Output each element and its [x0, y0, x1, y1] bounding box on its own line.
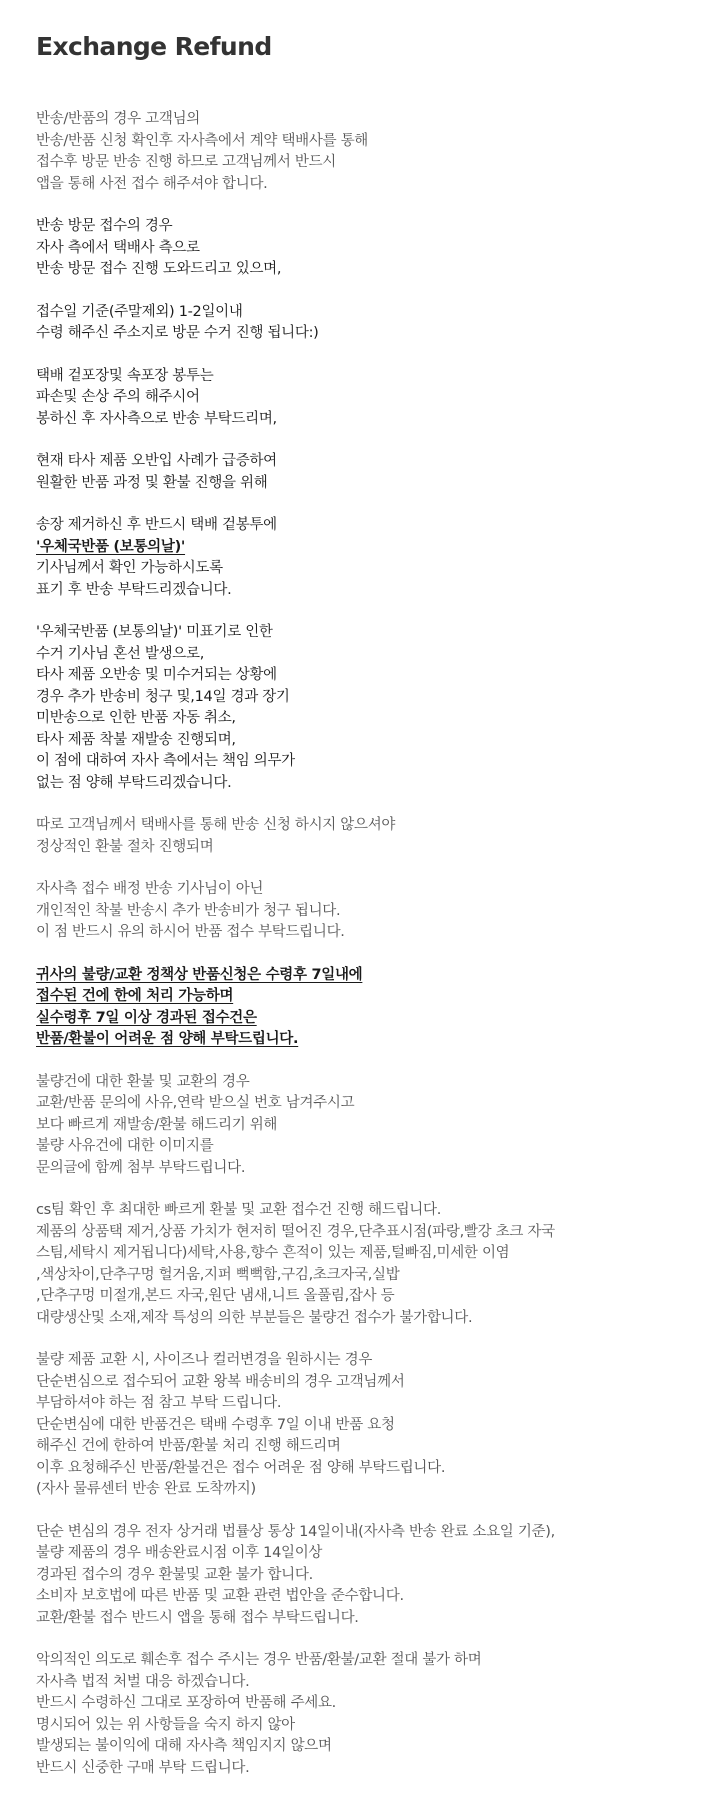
text-line: 송장 제거하신 후 반드시 택배 겉봉투에: [36, 517, 277, 533]
text-line: 따로 고객님께서 택배사를 통해 반송 신청 하시지 않으셔야: [36, 817, 396, 833]
text-line: 단순변심으로 접수되어 교환 왕복 배송비의 경우 고객님께서: [36, 1373, 405, 1390]
text-line: 이 점에 대하여 자사 측에서는 책임 의무가: [36, 753, 295, 769]
text-line: 원활한 반품 과정 및 환불 진행을 위해: [36, 474, 268, 491]
text-line: 파손및 손상 주의 해주시어: [36, 389, 200, 405]
text-line: 개인적인 착불 반송시 추가 반송비가 청구 됩니다.: [36, 902, 341, 919]
text-line: 문의글에 함께 첨부 부탁드립니다.: [36, 1159, 246, 1176]
emphasized-policy-line: 귀사의 불량/교환 정책상 반품신청은 수령후 7일내에: [36, 966, 363, 983]
text-line: ,색상차이,단추구멍 헐거움,지퍼 뻑뻑함,구김,초크자국,실밥: [36, 1266, 400, 1283]
text-line: 불량건에 대한 환불 및 교환의 경우: [36, 1073, 250, 1090]
text-line: 앱을 통해 사전 접수 해주셔야 합니다.: [36, 175, 268, 192]
paragraph-defect-refund: [36, 1072, 696, 1180]
text-line: 반송 방문 접수 진행 도와드리고 있으며,: [36, 261, 282, 277]
text-line: 없는 점 양해 부탁드리겠습니다.: [36, 774, 232, 791]
text-line: 부담하셔야 하는 점 참고 부탁 드립니다.: [36, 1395, 282, 1411]
paragraph-legal-period: [36, 1522, 696, 1630]
text-line: 반송/반품 신청 확인후 자사측에서 계약 택배사를 통해: [36, 132, 368, 149]
paragraph-self-request-warning: [36, 815, 696, 858]
text-line: 소비자 보호법에 따른 반품 및 교환 관련 법안을 준수합니다.: [36, 1588, 404, 1604]
text-line: 반드시 신중한 구매 부탁 드립니다.: [36, 1759, 250, 1776]
emphasized-policy-line: 접수된 건에 한에 처리 가능하며: [36, 988, 234, 1004]
text-line: 경우 추가 반송비 청구 및,14일 경과 장기: [36, 688, 290, 705]
text-line: 보다 빠르게 재발송/환불 해드리기 위해: [36, 1116, 278, 1133]
text-line: 반송 방문 접수의 경우: [36, 218, 173, 234]
text-line: 경과된 접수의 경우 환불및 교환 불가 합니다.: [36, 1566, 313, 1583]
paragraph-pickup-schedule: [36, 302, 696, 345]
text-line: 타사 제품 오반송 및 미수거되는 상황에: [36, 667, 277, 683]
text-line: 자사 측에서 택배사 측으로: [36, 239, 200, 256]
text-line: '우체국반품 (보통의날)' 미표기로 인한: [36, 624, 273, 640]
exchange-refund-notice: [36, 30, 696, 1800]
text-line: 반드시 수령하신 그대로 포장하여 반품해 주세요.: [36, 1695, 336, 1711]
text-line: 교환/반품 문의에 사유,연락 받으실 번호 남겨주시고: [36, 1095, 355, 1111]
text-line: 불량 사유건에 대한 이미지를: [36, 1138, 214, 1154]
text-line: (자사 물류센터 반송 완료 도착까지): [36, 1481, 256, 1497]
paragraph-simple-change: [36, 1350, 696, 1501]
text-line: 접수후 방문 반송 진행 하므로 고객님께서 반드시: [36, 154, 336, 170]
text-line: 불량 제품 교환 시, 사이즈나 컬러변경을 원하시는 경우: [36, 1352, 373, 1368]
paragraph-packaging: [36, 366, 696, 431]
text-line: ,단추구멍 미절개,본드 자국,원단 냄새,니트 올풀림,잡사 등: [36, 1288, 395, 1304]
text-line: 현재 타사 제품 오반입 사례가 급증하여: [36, 453, 277, 469]
text-line: 악의적인 의도로 훼손후 접수 주시는 경우 반품/환불/교환 절대 불가 하며: [36, 1652, 482, 1668]
text-line: 택배 겉포장및 속포장 봉투는: [36, 367, 214, 384]
paragraph-misdelivery-notice: [36, 451, 696, 494]
text-line: 반송/반품의 경우 고객님의: [36, 111, 200, 127]
text-line: 표기 후 반송 부탁드리겠습니다.: [36, 581, 232, 598]
text-line: 단순 변심의 경우 전자 상거래 법률상 통상 14일이내(자사측 반송 완료 소요일 기준),: [36, 1523, 555, 1540]
text-line: 불량 제품의 경우 배송완료시점 이후 14일이상: [36, 1545, 323, 1561]
paragraph-return-request: [36, 109, 696, 195]
text-line: cs팀 확인 후 최대한 빠르게 환불 및 교환 접수건 진행 해드립니다.: [36, 1202, 442, 1218]
text-line: 교환/환불 접수 반드시 앱을 통해 접수 부탁드립니다.: [36, 1609, 359, 1626]
text-line: 수거 기사님 혼선 발생으로,: [36, 645, 205, 662]
text-line: 이후 요청해주신 반품/환불건은 접수 어려운 점 양해 부탁드립니다.: [36, 1459, 446, 1476]
paragraph-malicious-damage: [36, 1650, 696, 1779]
text-line: 단순변심에 대한 반품건은 택배 수령후 7일 이내 반품 요청: [36, 1416, 395, 1433]
paragraph-defect-exclusions: [36, 1200, 696, 1329]
text-line: 봉하신 후 자사측으로 반송 부탁드리며,: [36, 410, 277, 427]
paragraph-label-instruction: [36, 515, 696, 601]
text-line: 해주신 건에 한하여 반품/환불 처리 진행 해드리며: [36, 1438, 341, 1454]
text-line: 미반송으로 인한 반품 자동 취소,: [36, 710, 236, 726]
emphasized-label-text: '우체국반품 (보통의날)': [36, 538, 186, 555]
text-line: 접수일 기준(주말제외) 1-2일이내: [36, 303, 243, 320]
emphasized-policy-line: 반품/환불이 어려운 점 양해 부탁드립니다.: [36, 1031, 299, 1047]
text-line: 제품의 상품택 제거,상품 가치가 현저히 떨어진 경우,단추표시점(파랑,빨강 초크 자국: [36, 1223, 555, 1240]
text-line: 스팀,세탁시 제거됩니다)세탁,사용,향수 흔적이 있는 제품,털빠짐,미세한 이염: [36, 1245, 510, 1261]
text-line: 자사측 접수 배정 반송 기사님이 아닌: [36, 881, 264, 897]
text-line: 타사 제품 착불 재발송 진행되며,: [36, 731, 236, 748]
text-line: 명시되어 있는 위 사항들을 숙지 하지 않아: [36, 1716, 295, 1733]
paragraph-unlabeled-consequences: [36, 622, 696, 794]
text-line: 자사측 법적 처벌 대응 하겠습니다.: [36, 1673, 250, 1690]
text-line: 수령 해주신 주소지로 방문 수거 진행 됩니다:): [36, 325, 319, 341]
paragraph-visit-pickup: [36, 216, 696, 281]
emphasized-policy-line: 실수령후 7일 이상 경과된 접수건은: [36, 1009, 257, 1026]
text-line: 대량생산및 소재,제작 특성의 의한 부분들은 불량건 접수가 불가합니다.: [36, 1309, 473, 1326]
paragraph-extra-shipping-fee: [36, 879, 696, 944]
text-line: 정상적인 환불 절차 진행되며: [36, 838, 214, 855]
text-line: 발생되는 불이익에 대해 자사측 책임지지 않으며: [36, 1738, 332, 1754]
paragraph-seven-day-policy: [36, 965, 696, 1051]
page-title: Exchange Refund: [36, 32, 272, 61]
text-line: 이 점 반드시 유의 하시어 반품 접수 부탁드립니다.: [36, 924, 345, 940]
text-line: 기사님께서 확인 가능하시도록: [36, 560, 223, 576]
